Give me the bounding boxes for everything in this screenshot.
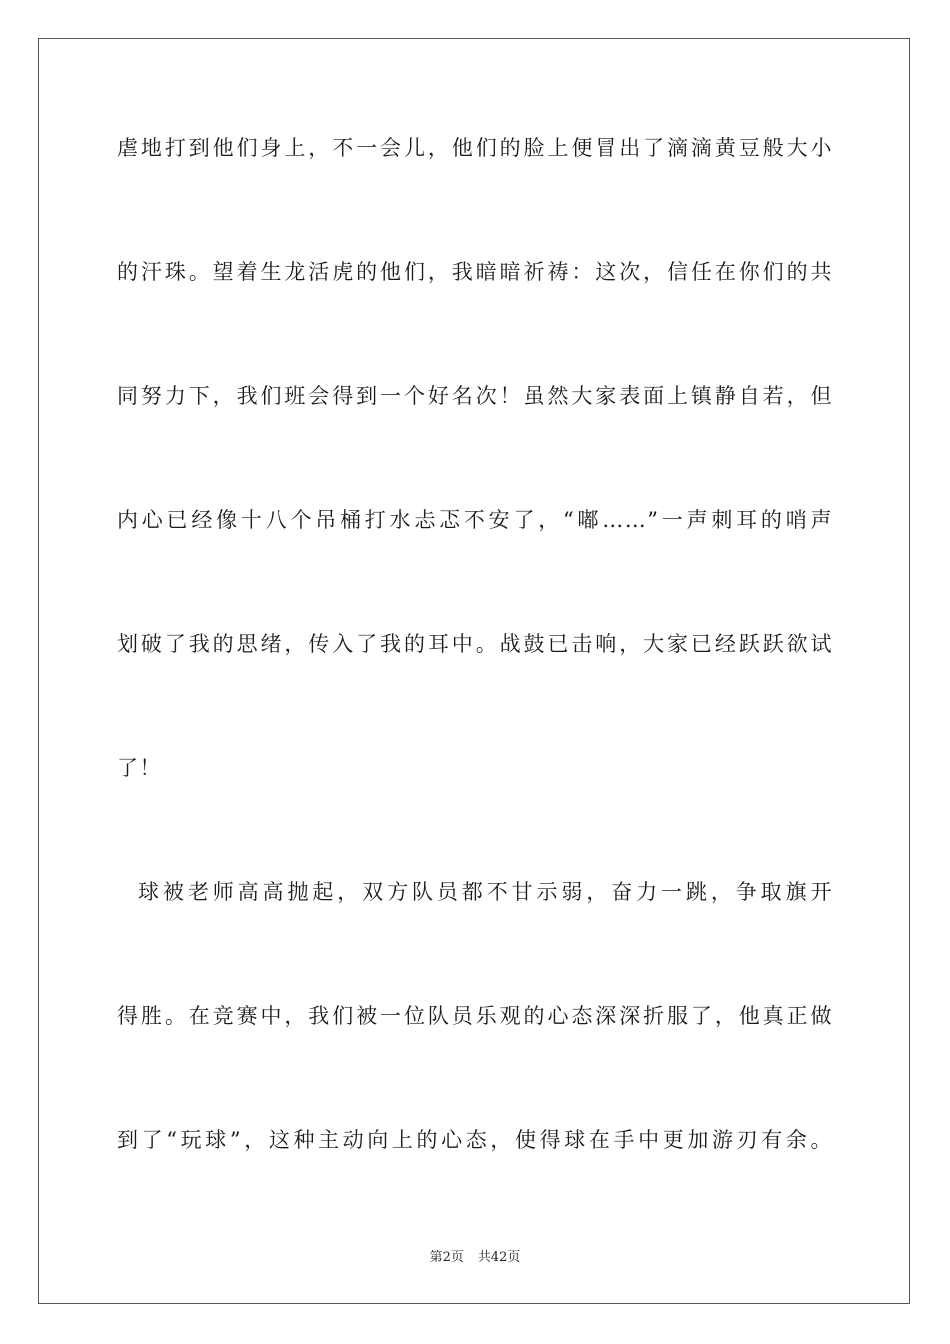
text-line: 内心已经像十八个吊桶打水忐忑不安了，“嘟……”一声刺耳的哨声	[117, 508, 833, 532]
text-line: 到了“玩球”，这种主动向上的心态，使得球在手中更加游刃有余。	[117, 1128, 833, 1152]
page-number: 第2页	[429, 1250, 464, 1265]
text-line: 的汗珠。望着生龙活虎的他们，我暗暗祈祷：这次，信任在你们的共	[117, 260, 833, 284]
text-line: 同努力下，我们班会得到一个好名次！虽然大家表面上镇静自若，但	[117, 384, 833, 408]
text-line: 了！	[117, 756, 162, 780]
text-line: 虐地打到他们身上，不一会儿，他们的脸上便冒出了滴滴黄豆般大小	[117, 136, 833, 160]
text-line: 划破了我的思绪，传入了我的耳中。战鼓已击响，大家已经跃跃欲试	[117, 632, 833, 656]
paragraph-start-line: 球被老师高高抛起，双方队员都不甘示弱，奋力一跳，争取旗开	[138, 880, 833, 904]
document-body	[117, 128, 833, 1244]
text-line: 得胜。在竞赛中，我们被一位队员乐观的心态深深折服了，他真正做	[117, 1004, 833, 1028]
page-footer	[0, 1246, 950, 1265]
page-total: 共42页	[477, 1250, 521, 1265]
